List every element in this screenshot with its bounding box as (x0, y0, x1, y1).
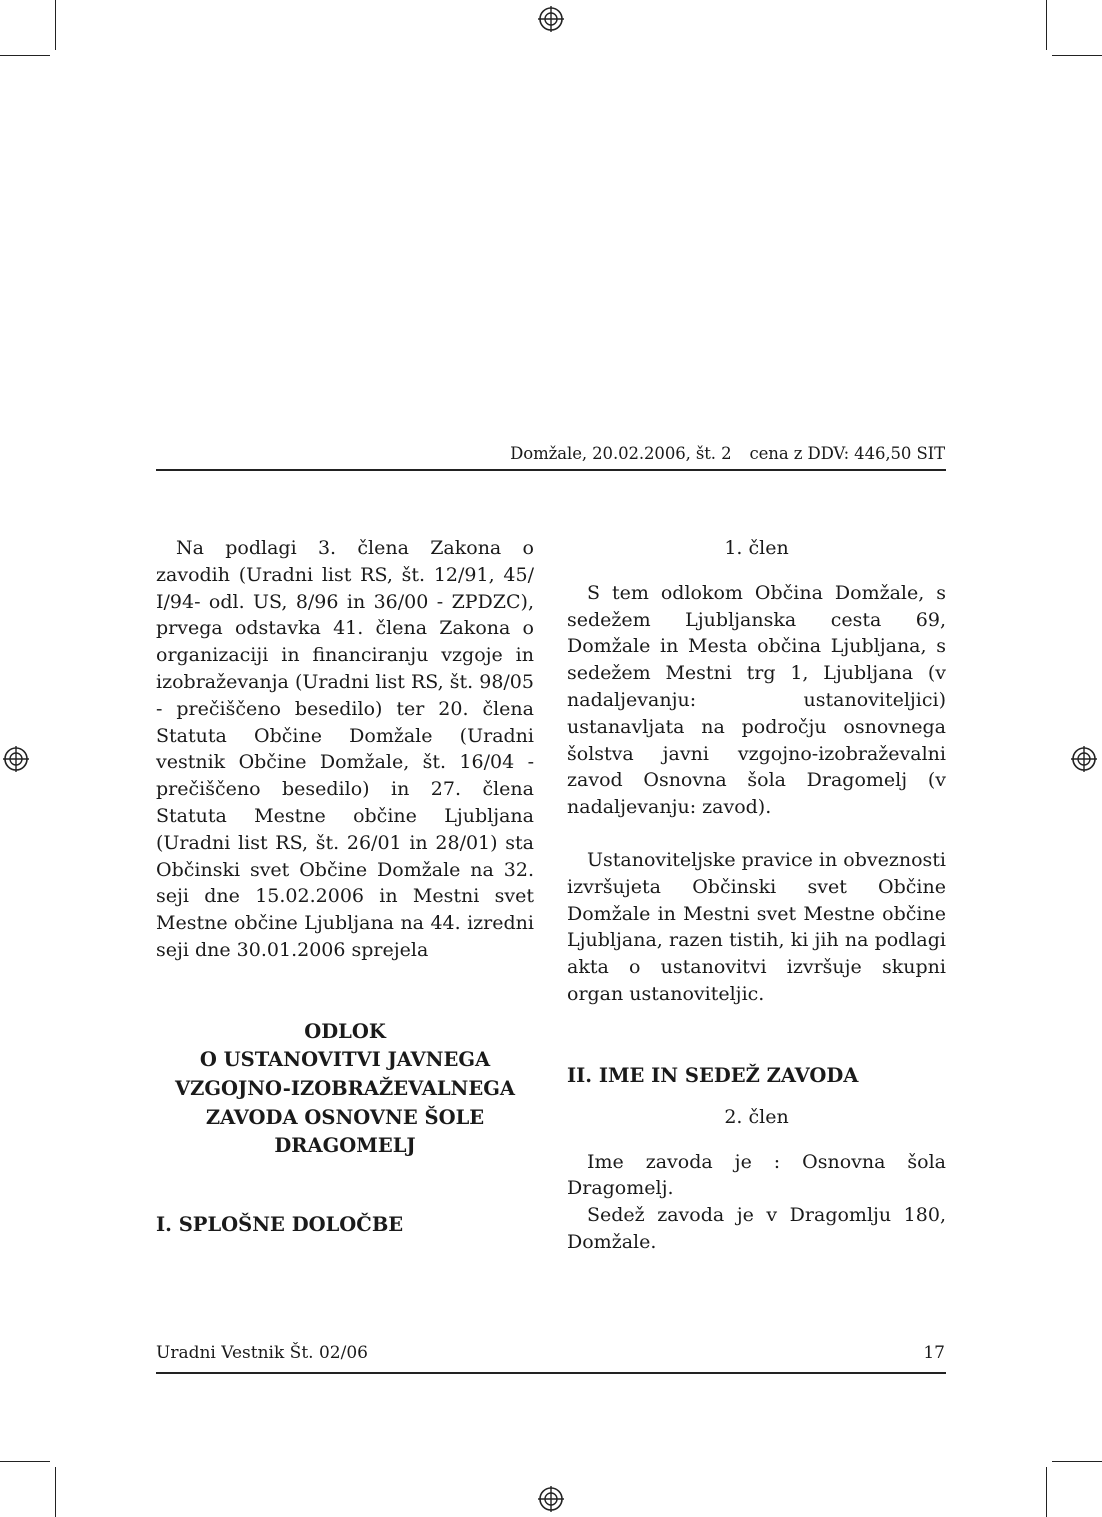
page-header (510, 444, 945, 463)
article-2-paragraph-1: Ime zavoda je : Osnovna šola Dragomelj. (567, 1150, 946, 1200)
section-1-heading: I. SPLOŠNE DOLOČBE (156, 1212, 404, 1236)
article-1-paragraph-1: S tem odlokom Občina Domžale, s sedežem Ljubljanska cesta 69, Domžale in Mesta občina Ljubljana, s sedežem Mestni trg 1, Ljubljana (v nadaljevanju: ustanoviteljici) ustanavljata na področju osnovnega šolstva javni vzgojno-izobraževalni zavod Osnovna šola Dragomelj (v nadaljevanju: zavod). (567, 581, 946, 819)
registration-mark-icon (1071, 746, 1097, 772)
crop-mark-top-left-vertical (55, 0, 56, 50)
crop-mark-bottom-left-horizontal (0, 1461, 50, 1462)
crop-mark-bottom-right-vertical (1046, 1467, 1047, 1517)
article-1-paragraph-2: Ustanoviteljske pravice in obveznosti izvršujeta Občinski svet Občine Domžale in Mestni svet Mestne občine Ljubljana, razen tistih, ki jih na podlagi akta o ustanovitvi izvršuje skupni organ ustanoviteljic. (567, 848, 946, 1005)
article-2-paragraph-2: Sedež zavoda je v Dragomlju 180, Domžale. (567, 1204, 946, 1253)
header-price-line: cena z DDV: 446,50 SIT (749, 444, 945, 463)
title-line-5: DRAGOMELJ (274, 1134, 416, 1158)
header-issue-line: Domžale, 20.02.2006, št. 2 (510, 444, 732, 463)
crop-mark-top-left-horizontal (0, 55, 50, 56)
registration-mark-icon (538, 1486, 564, 1512)
title-line-1: ODLOK (304, 1019, 386, 1043)
crop-mark-bottom-left-vertical (55, 1467, 56, 1517)
section-2-heading: II. IME IN SEDEŽ ZAVODA (567, 1063, 859, 1087)
title-line-3: VZGOJNO-IZOBRAŽEVALNEGA (174, 1076, 516, 1100)
right-column (567, 535, 946, 1256)
article-1-label: 1. člen (724, 537, 789, 559)
article-2-label: 2. člen (724, 1105, 789, 1128)
title-line-4: ZAVODA OSNOVNE ŠOLE (205, 1105, 485, 1129)
document-title (156, 1018, 534, 1161)
title-line-2: O USTANOVITVI JAVNEGA (199, 1048, 491, 1072)
footer-divider (156, 1372, 946, 1374)
footer-publication: Uradni Vestnik Št. 02/06 (156, 1343, 368, 1363)
registration-mark-icon (3, 746, 29, 772)
registration-mark-icon (538, 6, 564, 32)
intro-paragraph: Na podlagi 3. člena Zakona o zavodih (Uradni list RS, št. 12/91, 45/ I/94- odl. US, 8/96 in 36/00 - ZPDZC), prvega odstavka 41. člena Zakona o organizaciji in financiranju vzgoje in izobraževanja (Uradni list RS, št. 98/05 - prečiščeno besedilo) ter 20. člena Statuta Občine Domžale (Uradni vestnik Občine Domžale, št. 16/04 - prečiščeno besedilo) in 27. člena Statuta Mestne občine Ljubljana (Uradni list RS, št. 26/01 in 28/01) sta Občinski svet Občine Domžale na 32. seji dne 15.02.2006 in Mestni svet Mestne občine Ljubljana na 44. izredni seji dne 30.01.2006 sprejela (156, 537, 534, 961)
page-number: 17 (923, 1343, 945, 1363)
crop-mark-top-right-horizontal (1052, 55, 1102, 56)
crop-mark-bottom-right-horizontal (1052, 1461, 1102, 1462)
crop-mark-top-right-vertical (1046, 0, 1047, 50)
left-column (156, 535, 534, 1239)
header-divider (156, 469, 946, 471)
